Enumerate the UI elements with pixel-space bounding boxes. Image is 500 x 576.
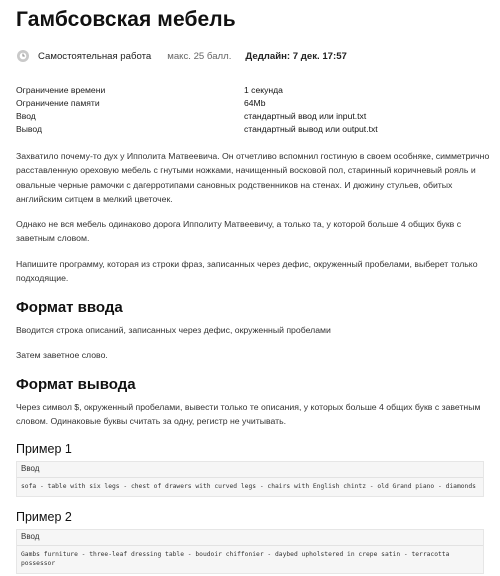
limit-key: Ограничение времени [16,85,106,95]
limit-key: Ввод [16,111,36,121]
limit-key: Вывод [16,124,42,134]
max-score: макс. 25 балл. [167,50,232,62]
statement-paragraph: Захватило почему-то дух у Ипполита Матвеевича. Он отчетливо вспомнил гостиную в своем особняке, симметрично расставленную ореховую мебель с гнутыми ножками, начищенный восковой пол, старинный коричневый рояль и овальные черные рамочки с дагерротипами сановных родственников на стенах. И дюжину стульев, обитых английским ситцем в мелкий цветочек. [16,151,490,204]
limit-row [16,110,500,123]
limit-value: стандартный вывод или output.txt [244,124,378,134]
example-input-line: possessor [21,559,56,567]
example-input-line: Gambs furniture - three-leaf dressing table - boudoir chiffonier - daybed upholstered in crepe satin - terracotta [21,550,450,558]
example-block [16,529,484,574]
statement-paragraph: Напишите программу, которая из строки фраз, записанных через дефис, окруженный пробелами, выберет только подходящие. [16,258,478,284]
statement-paragraph: Однако не вся мебель одинаково дорога Ипполиту Матвеевичу, а только та, у которой больше 4 общих букв с заветным словом. [16,219,462,244]
example-block [16,461,484,497]
example-input-label: Ввод [17,530,483,546]
limit-value: стандартный ввод или input.txt [244,111,367,121]
input-format-heading: Формат ввода [16,299,123,317]
example-input-text[interactable]: sofa - table with six legs - chest of drawers with curved legs - chairs with English chintz - old Grand piano - diamonds [21,482,476,490]
example-input-text[interactable] [17,546,483,573]
clock-icon [16,49,30,63]
example-heading: Пример 2 [16,509,72,524]
output-format-text: Через символ $, окруженный пробелами, вывести только те описания, у которых больше 4 общих букв с заветным словом. Одинаковые буквы считать за одну, регистр не учитывать. [16,401,481,427]
input-format-text: Затем заветное слово. [16,349,108,360]
limit-value: 64Mb [244,98,266,108]
limits-table [16,84,500,136]
work-type: Самостоятельная работа [38,50,152,62]
limit-row [16,97,500,110]
input-format-text: Вводится строка описаний, записанных через дефис, окруженный пробелами [16,325,331,336]
example-input-label: Ввод [17,462,483,478]
meta-row [16,46,500,66]
example-heading: Пример 1 [16,441,72,456]
limit-value: 1 секунда [244,85,283,95]
limit-row [16,84,500,97]
limit-key: Ограничение памяти [16,98,100,108]
page-title: Гамбсовская мебель [16,8,236,31]
limit-row [16,123,500,136]
output-format-heading: Формат вывода [16,375,136,393]
deadline: Дедлайн: 7 дек. 17:57 [245,50,347,62]
